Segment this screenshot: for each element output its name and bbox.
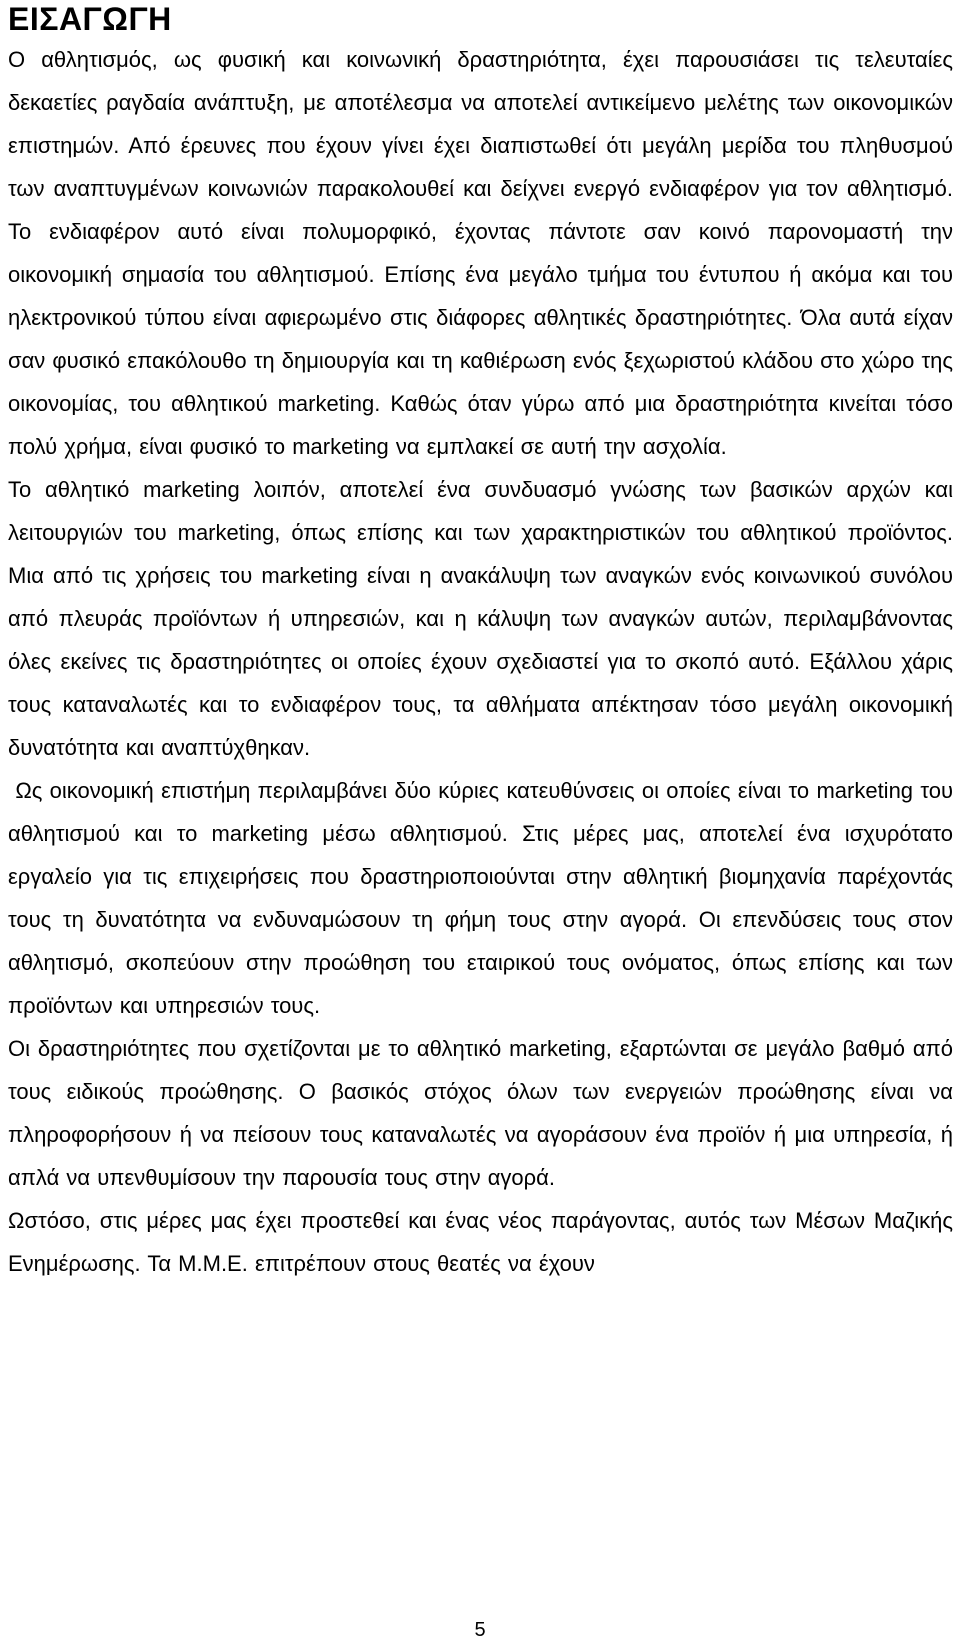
document-page [8,0,960,1285]
paragraph-3: Ως οικονομική επιστήμη περιλαμβάνει δύο κύριες κατευθύνσεις οι οποίες είναι το marketing του αθλητισμού και το marketing μέσω αθλητισμού. Στις μέρες μας, αποτελεί ένα ισχυρότατο εργαλείο για τις επιχειρήσεις που δραστηριοποιούνται στην αθλητική βιομηχανία παρέχοντάς τους τη δυνατότητα να ενδυναμώσουν τη φήμη τους στην αγορά. Οι επενδύσεις τους στον αθλητισμό, σκοπεύουν στην προώθηση του εταιρικού τους ονόματος, όπως επίσης και των προϊόντων και υπηρεσιών τους. [8,778,960,1018]
paragraph-1: Ο αθλητισμός, ως φυσική και κοινωνική δραστηριότητα, έχει παρουσιάσει τις τελευταίες δεκαετίες ραγδαία ανάπτυξη, με αποτέλεσμα να αποτελεί αντικείμενο μελέτης των οικονομικών επιστημών. Από έρευνες που έχουν γίνει έχει διαπιστωθεί ότι μεγάλη μερίδα του πληθυσμού των αναπτυγμένων κοινωνιών παρακολουθεί και δείχνει ενεργό ενδιαφέρον για τον αθλητισμό. Το ενδιαφέρον αυτό είναι πολυμορφικό, έχοντας πάντοτε σαν κοινό παρονομαστή την οικονομική σημασία του αθλητισμού. Επίσης ένα μεγάλο τμήμα του έντυπου ή ακόμα και του ηλεκτρονικού τύπου είναι αφιερωμένο στις διάφορες αθλητικές δραστηριότητες. Όλα αυτά είχαν σαν φυσικό επακόλουθο τη δημιουργία και τη καθιέρωση ενός ξεχωριστού κλάδου στο χώρο της οικονομίας, του αθλητικού marketing. Καθώς όταν γύρω από μια δραστηριότητα κινείται τόσο πολύ χρήμα, είναι φυσικό το marketing να εμπλακεί σε αυτή την ασχολία. [8,47,960,459]
paragraph-4: Οι δραστηριότητες που σχετίζονται με το αθλητικό marketing, εξαρτώνται σε μεγάλο βαθμό από τους ειδικούς προώθησης. Ο βασικός στόχος όλων των ενεργειών προώθησης είναι να πληροφορήσουν ή να πείσουν τους καταναλωτές να αγοράσουν ένα προϊόν ή μια υπηρεσία, ή απλά να υπενθυμίσουν την παρουσία τους στην αγορά. [8,1036,960,1190]
paragraph-5: Ωστόσο, στις μέρες μας έχει προστεθεί και ένας νέος παράγοντας, αυτός των Μέσων Μαζικής Ενημέρωσης. Τα Μ.Μ.Ε. επιτρέπουν στους θεατές να έχουν [8,1208,960,1276]
page-title: ΕΙΣΑΓΩΓΗ [8,1,172,37]
page-number: 5 [474,1619,486,1641]
paragraph-2: Το αθλητικό marketing λοιπόν, αποτελεί ένα συνδυασμό γνώσης των βασικών αρχών και λειτουργιών του marketing, όπως επίσης και των χαρακτηριστικών του αθλητικού προϊόντος. Μια από τις χρήσεις του marketing είναι η ανακάλυψη των αναγκών ενός κοινωνικού συνόλου από πλευράς προϊόντων ή υπηρεσιών, και η κάλυψη των αναγκών αυτών, περιλαμβάνοντας όλες εκείνες τις δραστηριότητες οι οποίες έχουν σχεδιαστεί για το σκοπό αυτό. Εξάλλου χάρις τους καταναλωτές και το ενδιαφέρον τους, τα αθλήματα απέκτησαν τόσο μεγάλη οικονομική δυνατότητα και αναπτύχθηκαν. [8,477,960,760]
